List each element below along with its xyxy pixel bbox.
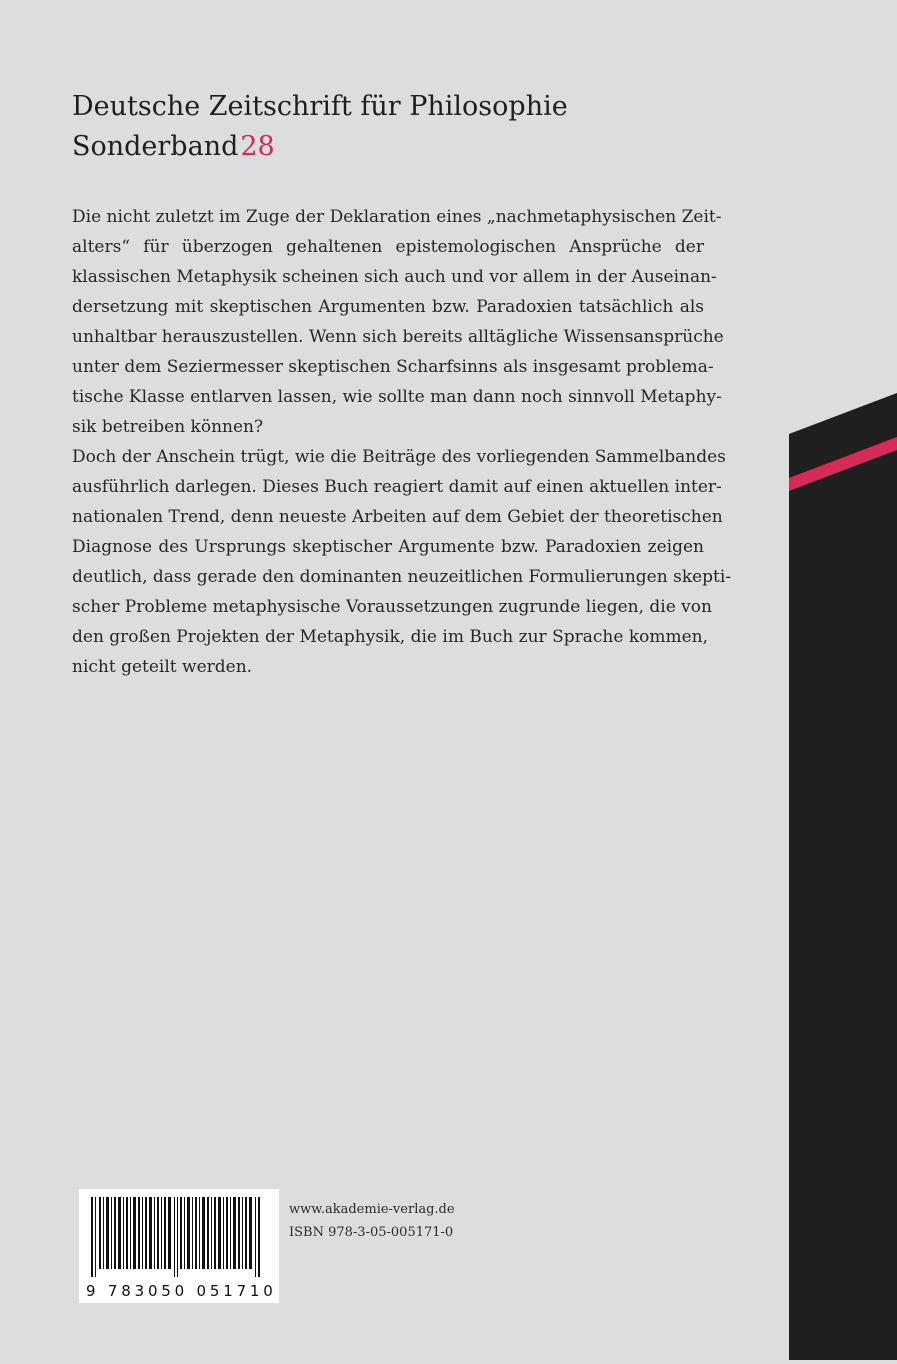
blurb-line: dersetzung mit skeptischen Argumenten bzw. Paradoxien tatsächlich als [72,297,704,317]
blurb-line: nicht geteilt werden. [72,657,253,677]
volume-line [72,128,692,166]
blurb-line: den großen Projekten der Metaphysik, die im Buch zur Sprache kommen, [72,627,709,647]
blurb-line: Doch der Anschein trügt, wie die Beiträge des vorliegenden Sammelbandes [72,447,726,467]
blurb-line: unhaltbar herauszustellen. Wenn sich bereits alltägliche Wissensansprüche [72,327,724,347]
blurb-line: tische Klasse entlarven lassen, wie sollte man dann noch sinnvoll Metaphy- [72,387,722,407]
blurb-line: Diagnose des Ursprungs skeptischer Argumente bzw. Paradoxien zeigen [72,537,704,557]
blurb-line: nationalen Trend, denn neueste Arbeiten auf dem Gebiet der theoretischen [72,507,723,527]
blurb-text [72,202,732,682]
blurb-line: unter dem Seziermesser skeptischen Scharfsinns als insgesamt problema- [72,357,714,377]
blurb-paragraph-1 [72,202,724,442]
blurb-line: klassischen Metaphysik scheinen sich auch und vor allem in der Auseinan- [72,267,717,287]
publisher-website: www.akademie-verlag.de [289,1202,455,1217]
series-title: Deutsche Zeitschrift für Philosophie [72,91,568,122]
dark-side-block-icon [789,0,897,1360]
blurb-line: Die nicht zuletzt im Zuge der Deklaration eines „nachmetaphysischen Zeit- [72,207,722,227]
blurb-line: deutlich, dass gerade den dominanten neuzeitlichen Formulierungen skepti- [72,567,732,587]
blurb-line: ausführlich darlegen. Dieses Buch reagiert damit auf einen aktuellen inter- [72,477,722,497]
blurb-line: sik betreiben können? [72,417,264,437]
isbn-text: ISBN 978-3-05-005171-0 [289,1225,454,1240]
publisher-info [289,1198,455,1244]
cover-header [72,88,692,166]
blurb-paragraph-2 [72,442,732,682]
blurb-line: scher Probleme metaphysische Voraussetzungen zugrunde liegen, die von [72,597,712,617]
barcode-digits: 9 783050 051710 [86,1282,277,1300]
volume-number: 28 [240,131,275,162]
volume-label: Sonderband [72,131,239,162]
blurb-line: alters“ für überzogen gehaltenen epistemologischen Ansprüche der [72,237,704,257]
isbn-barcode [79,1189,279,1303]
